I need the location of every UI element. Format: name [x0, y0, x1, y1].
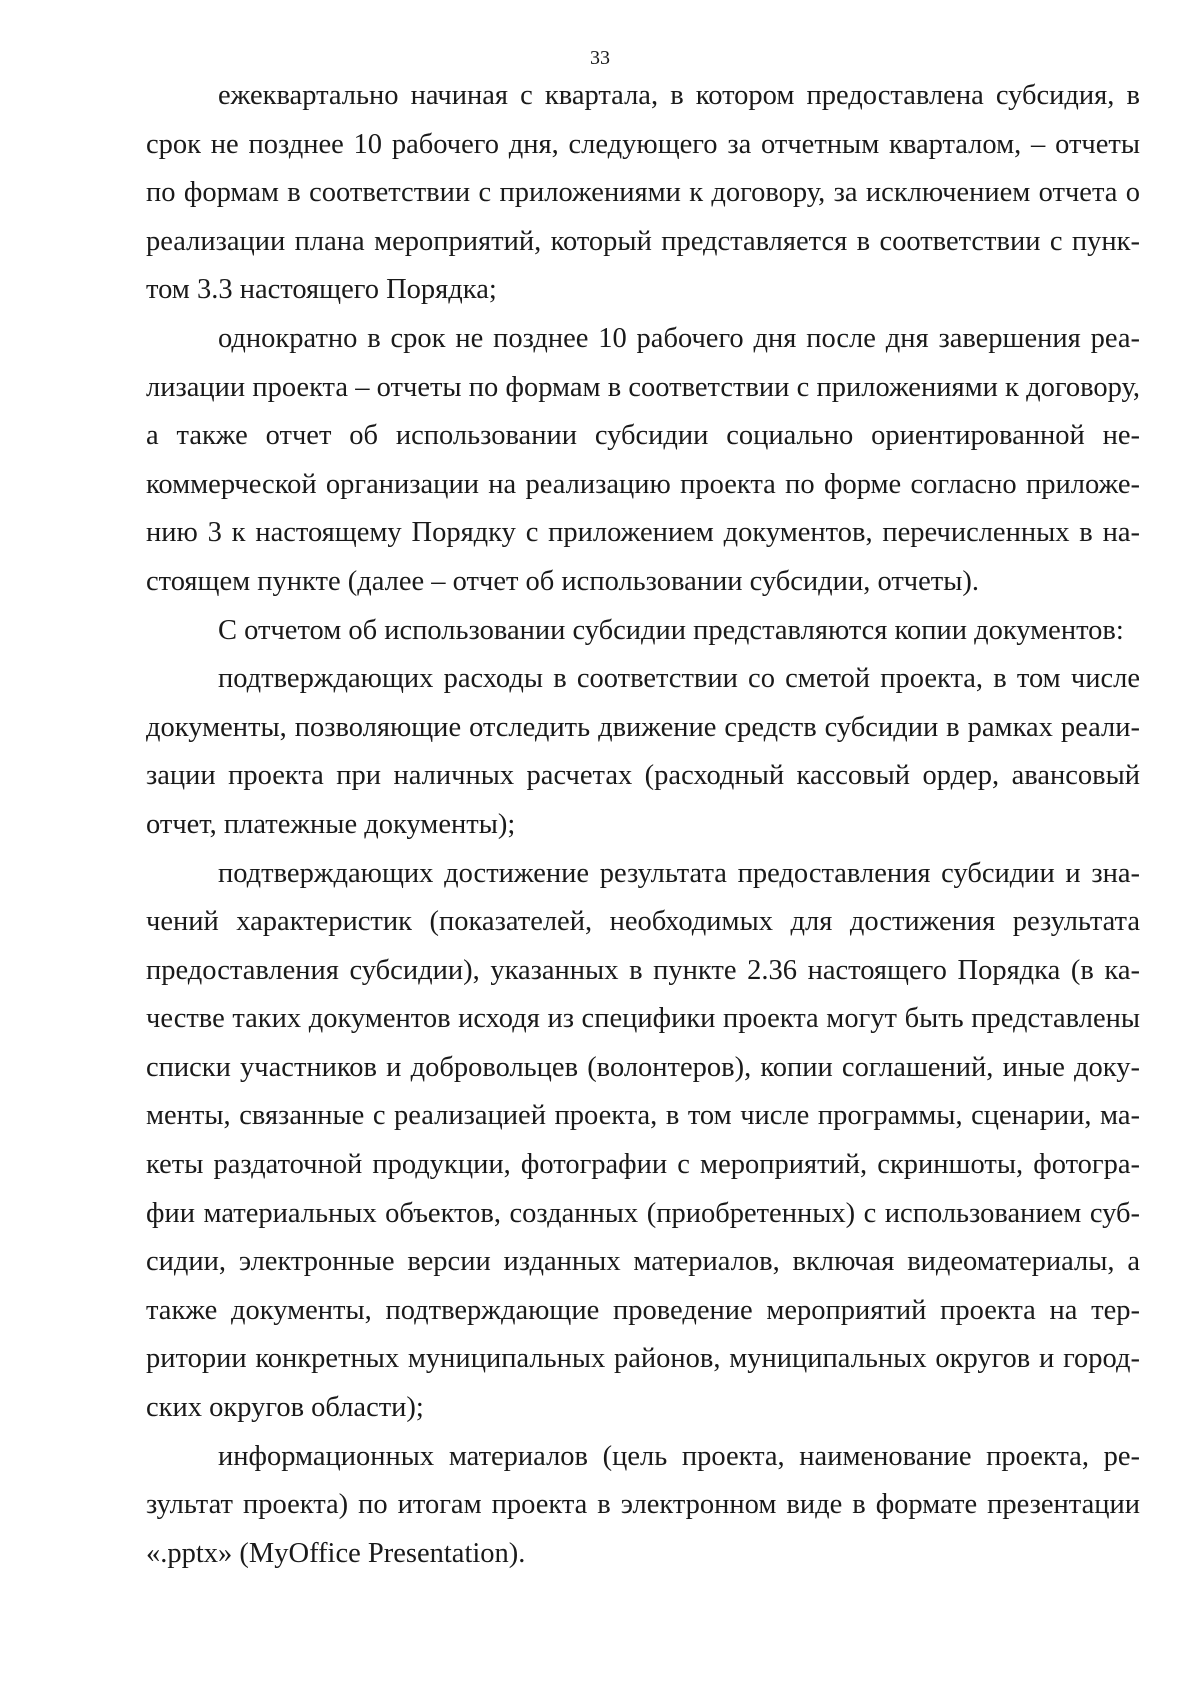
document-body — [146, 72, 1140, 1578]
page-number: 33 — [590, 47, 610, 69]
paragraph-information-materials: информационных материалов (цель проекта, наименование проекта, результат проекта) по итогам проекта в электронном виде в формате презентации «.pptx» (MyOffice Presentation). — [146, 1440, 1140, 1569]
paragraph-attached-copies: С отчетом об использовании субсидии представляются копии документов: — [218, 614, 1124, 646]
paragraph-quarterly-reports: ежеквартально начиная с квартала, в котором предоставлена субсидия, в срок не позднее 10 рабочего дня, следующего за отчетным кварталом, – отчеты по формам в соответствии с приложениями к договору, за исключением отчета о реализации плана мероприятий, который представляется в соответствии с пунктом 3.3 настоящего Порядка; — [146, 80, 1140, 306]
paragraph-one-time-reports: однократно в срок не позднее 10 рабочего дня после дня завершения реализации проекта – отчеты по формам в соответствии с приложениями к договору, а также отчет об использовании субсидии социально ориентированной некоммерческой организации на реализацию проекта по форме согласно приложению 3 к настоящему Порядку с приложением документов, перечисленных в настоящем пункте (далее – отчет об использовании субсидии, отчеты). — [146, 322, 1140, 597]
paragraph-result-documents: подтверждающих достижение результата предоставления субсидии и значений характеристик (показателей, необходимых для достижения результата предоставления субсидии), указанных в пункте 2.36 настоящего Порядка (в качестве таких документов исходя из специфики проекта могут быть представлены списки участников и добровольцев (волонтеров), копии соглашений, иные документы, связанные с реализацией проекта, в том числе программы, сценарии, макеты раздаточной продукции, фотографии с мероприятий, скриншоты, фотографии материальных объектов, созданных (приобретенных) с использованием субсидии, электронные версии изданных материалов, включая видеоматериалы, а также документы, подтверждающие проведение мероприятий проекта на территории конкретных муниципальных районов, муниципальных округов и городских округов области); — [146, 857, 1140, 1424]
paragraph-expense-documents: подтверждающих расходы в соответствии со сметой проекта, в том числе документы, позволяющие отследить движение средств субсидии в рамках реализации проекта при наличных расчетах (расходный кассовый ордер, авансовый отчет, платежные документы); — [146, 663, 1140, 840]
